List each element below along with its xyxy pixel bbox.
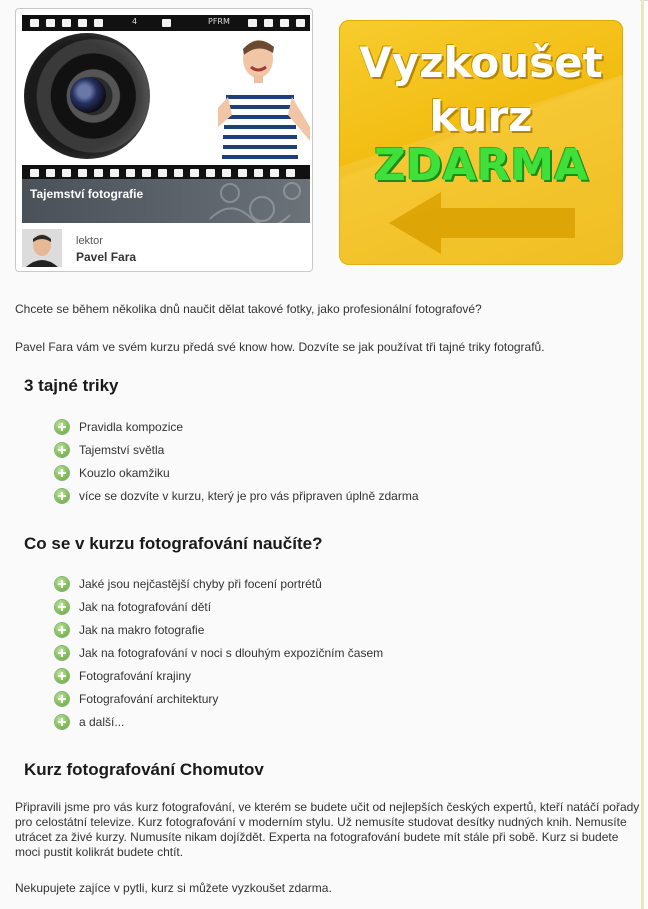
film-strip-top bbox=[22, 15, 310, 31]
plus-circle-icon bbox=[55, 600, 69, 614]
plus-circle-icon bbox=[55, 646, 69, 660]
plus-circle-icon bbox=[55, 577, 69, 591]
course-card[interactable] bbox=[15, 8, 313, 272]
arrow-left-icon bbox=[389, 192, 579, 254]
lector-label: lektor bbox=[76, 235, 103, 247]
plus-circle-icon bbox=[55, 715, 69, 729]
film-number: 4 bbox=[132, 17, 138, 26]
floral-pattern bbox=[200, 179, 310, 223]
lector-avatar bbox=[22, 229, 62, 267]
intro-description: Pavel Fara vám ve svém kurzu předá své know how. Dozvíte se jak používat tři tajné triky fotografů. bbox=[15, 340, 545, 354]
learn-heading: Co se v kurzu fotografování naučíte? bbox=[24, 534, 323, 553]
plus-circle-icon bbox=[55, 420, 69, 434]
city-course-free-note: Nekupujete zajíce v pytli, kurz si můžete vyzkoušet zdarma. bbox=[15, 881, 332, 895]
page-content: 4 PFRM Tajemství fotografie lektor Pavel Fara Vyzkoušet kurz ZDARMA Chcete se během několika dnů naučit dělat takové fotky, jako profesionální fotografové? Pavel Fara vám ve svém kurzu předá své know how. Dozvíte se jak používat tři tajné triky fotografů. 3 tajné triky Pravidla kompozice Tajemství světla Kouzlo okamžiku více se dozvíte v kurzu, který je pro vás připraven úplně zdarma Co se v kurzu fotografování naučíte? Jaké jsou nejčastější chyby při focení portrétů Jak na fotografování dětí Jak na makro fotografie Jak na fotografování v noci s dlouhým expozičním časem Fotografování krajiny Fotografování architektury a další... Kurz fotografování Chomutov Připravili jsme pro vás kurz fotografování, ve kterém se budete učit od nejlepších českých expertů, kteří natáčí pořady pro celostátní televize. Kurz fotografování v moderním stylu. Už nemusíte studovat desítky nudných knih. Nemusíte utrácet za živé kurzy. Numusíte nikam dojíždět. Experta na fotografování budete mít stále při sobě. Kurz si budete moci pustit kolikrát budete chtít. Nekupujete zajíce v pytli, kurz si můžete vyzkoušet zdarma. bbox=[0, 0, 640, 909]
course-title[interactable]: Tajemství fotografie bbox=[30, 187, 144, 201]
try-course-free-banner[interactable] bbox=[339, 20, 623, 265]
plus-circle-icon bbox=[55, 489, 69, 503]
cta-line-try: Vyzkoušet bbox=[359, 38, 603, 87]
lens-glass bbox=[70, 77, 106, 113]
intro-question: Chcete se během několika dnů naučit dělat takové fotky, jako profesionální fotografové? bbox=[15, 302, 482, 316]
right-border bbox=[641, 0, 644, 909]
tricks-heading: 3 tajné triky bbox=[24, 376, 119, 395]
cta-line-course: kurz bbox=[429, 92, 533, 141]
plus-circle-icon bbox=[55, 443, 69, 457]
city-course-description: Připravili jsme pro vás kurz fotografování, ve kterém se budete učit od nejlepších českých expertů, kteří natáčí pořady pro celostátní televize. Kurz fotografování v moderním stylu. Už nemusíte studovat desítky nudných knih. Nemusíte utrácet za živé kurzy. Numusíte nikam dojíždět. Experta na fotografování budete mít stále při sobě. Kurz si budete moci pustit kolikrát budete chtít. bbox=[15, 800, 640, 859]
course-thumbnail[interactable] bbox=[22, 15, 310, 181]
cta-line-free: ZDARMA bbox=[373, 140, 589, 191]
city-course-heading: Kurz fotografování Chomutov bbox=[24, 760, 264, 779]
film-label: PFRM bbox=[208, 17, 230, 26]
presenter-image bbox=[218, 31, 310, 165]
plus-circle-icon bbox=[55, 623, 69, 637]
plus-circle-icon bbox=[55, 466, 69, 480]
plus-circle-icon bbox=[55, 692, 69, 706]
plus-circle-icon bbox=[55, 669, 69, 683]
course-title-bar[interactable] bbox=[22, 179, 310, 223]
lector-name: Pavel Fara bbox=[76, 250, 137, 264]
